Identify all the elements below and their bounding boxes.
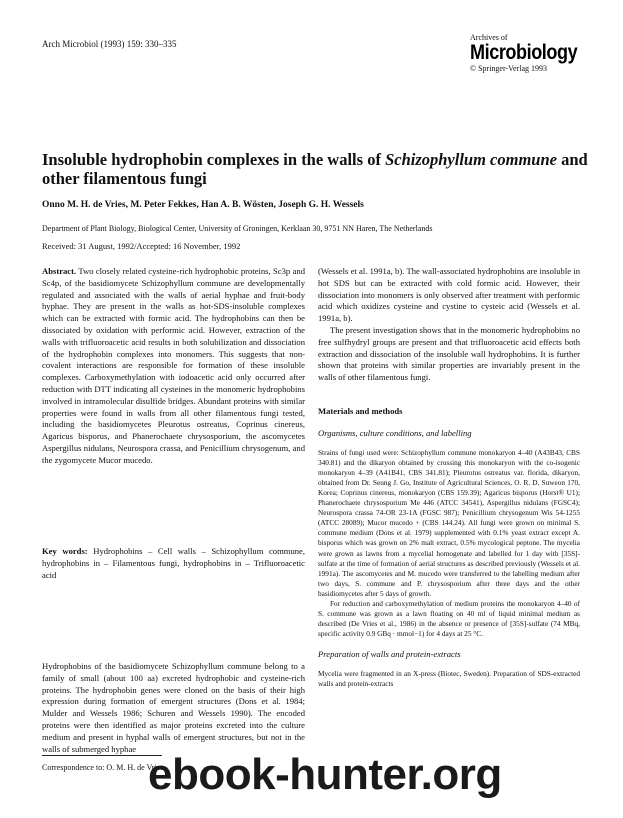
right-column — [318, 266, 580, 689]
subheading-preparation: Preparation of walls and protein-extracts — [318, 649, 461, 660]
journal-citation: Arch Microbiol (1993) 159: 330–335 — [42, 39, 177, 49]
strains-paragraph: Strains of fungi used were: Schizophyllum commune monokaryon 4–40 (A43B43, CBS 340.81) and the dikaryon obtained by crossing this monokaryon with the co-isogenic monokaryon 4–39 (A41B41, CBS 341.81); Pleurotus ostreatus var. florida, dikaryon, obtained from Dr. Seung J. Go, Institute of Agricultural Sciences, O. R. D. Suweon 170, Korea; Coprinus cinereus, monokaryon (CBS 159.39); Agaricus bisporus (Horst® U1); Phanerochaete chrysosporium Me 446 (ATCC 34541), Aspergillus nidulans (FGSC4); Neurospora crassa 74-OR 23-1A (FGSC 987); Penicillium chrysogenum Wis 54-1255 (ATCC 28089); Mucor mucedo + (CBS 144.24). All fungi were grown on minimal S. commune medium (Dons et al. 1979) supplemented with 0.1% yeast extract except A. bisporus which was grown on 2% malt extract, 0.5% mycological peptone. The mycelia were grown as lawns from a mycelial homogenate and labelled for 1 day with [35S]-sulfate at the time of formation of aerial structures as described previously (Wessels et al. 1991a). The ascomycetes and M. mucedo were transferred to the labelling medium after two days, S. commune and P. chrysosporium after three days and the other basidiomycetes after 5 days of growth. — [318, 447, 580, 598]
section-heading-methods: Materials and methods — [318, 405, 403, 416]
publisher-line: © Springer-Verlag 1993 — [470, 64, 548, 73]
abstract-label: Abstract. — [42, 266, 77, 276]
keywords-label: Key words: — [42, 546, 88, 556]
abstract — [42, 266, 305, 467]
journal-prefix: Archives of — [470, 33, 508, 42]
subheading-organisms: Organisms, culture conditions, and labelling — [318, 427, 472, 438]
keywords — [42, 546, 305, 581]
journal-logo-block — [470, 33, 590, 74]
footnote-divider — [42, 755, 162, 756]
correspondence-note: Correspondence to: O. M. H. de Vries — [42, 763, 164, 772]
author-list: Onno M. H. de Vries, M. Peter Fekkes, Han A. B. Wösten, Joseph G. H. Wessels — [42, 200, 364, 210]
intro-paragraph: Hydrophobins of the basidiomycete Schizophyllum commune belong to a family of small (about 100 aa) excreted hydrophobic and cysteine-rich proteins. The hydrophobin genes were cloned on the basis of their high expression during formation of emergent structures (Dons et al. 1984; Mulder and Wessels 1986; Schuren and Wessels 1990). The encoded proteins were then identified as major proteins excreted into the culture medium and present in hyphal walls of emergent structures, but not in the walls of submerged hyphae — [42, 661, 305, 754]
right-paragraph-2: The present investigation shows that in the monomeric hydrophobins no free sulfhydryl groups are present and that trifluoroacetic acid effects both extraction and dissociation of the insoluble wall hydrophobins. It is further shown that proteins with similar properties are invariably present in the walls of other filamentous fungi. — [318, 324, 580, 383]
right-paragraph-1: (Wessels et al. 1991a, b). The wall-associated hydrophobins are insoluble in hot SDS but can be extracted with cold formic acid. However, their dissociation into monomers is only observed after treatment with performic acid which oxidizes cysteine and cystine to cysteic acid (Wessels et al. 1991a, b). — [318, 266, 580, 324]
affiliation: Department of Plant Biology, Biological Center, University of Groningen, Kerklaan 30, 9751 NN Haren, The Netherlands — [42, 224, 433, 233]
abstract-text: Two closely related cysteine-rich hydrophobic proteins, Sc3p and Sc4p, of the basidiomycete Schizophyllum commune are developmentally regulated and associated with the walls of aerial hyphae and fruit-body hyphae. They are present in the walls as hot-SDS-insoluble complexes which can be extracted with formic acid. The hydrophobins can then be dissociated by oxidation with performic acid. However, extraction of the walls with trifluoroacetic acid results in both solubilization and dissociation of the hydrophobin complexes into monomers. This suggests that non-covalent interactions are responsible for formation of these insoluble complexes. Carboxymethylation with iodoacetic acid only occurred after reduction with DTT indicating all cysteines in the monomeric hydrophobins involved in intramolecular disulfide bridges. Abundant proteins with similar properties were found in walls from all other filamentous fungi tested, including the basidiomycetes Pleurotus ostreatus, Coprinus cinereus, Agaricus bisporus, and Phanerochaete chrysosporium, the ascomycetes Aspergillus nidulans, Neurospora crassa, and Penicillium chrysogenum, and the zygomycete Mucor mucedo. — [42, 266, 305, 465]
keywords-text: Hydrophobins – Cell walls – Schizophyllum commune, hydrophobins in – Filamentous fungi, hydrophobins in – Trifluoroacetic acid — [42, 546, 306, 580]
paper-title: Insoluble hydrophobin complexes in the walls of Schizophyllum commune and other filamentous fungi — [42, 150, 588, 188]
introduction — [42, 661, 305, 755]
reduction-paragraph: For reduction and carboxymethylation of medium proteins the monokaryon 4–40 of S. commune was grown as a lawn floating on 40 ml of liquid minimal medium as described (De Vries et al., 1986) in the absence or presence of [35S]-sulfate (74 MBq, specific activity 0.9 GBq · mmol−1) for 4 days at 25 °C. — [318, 598, 580, 639]
received-dates: Received: 31 August, 1992/Accepted: 16 November, 1992 — [42, 241, 241, 251]
journal-logo: Microbiology — [470, 41, 578, 64]
watermark-overlay: ebook-hunter.org — [148, 750, 502, 799]
preparation-paragraph: Mycelia were fragmented in an X-press (Biotec, Sweden). Preparation of SDS-extracted walls and protein-extracts — [318, 669, 580, 689]
